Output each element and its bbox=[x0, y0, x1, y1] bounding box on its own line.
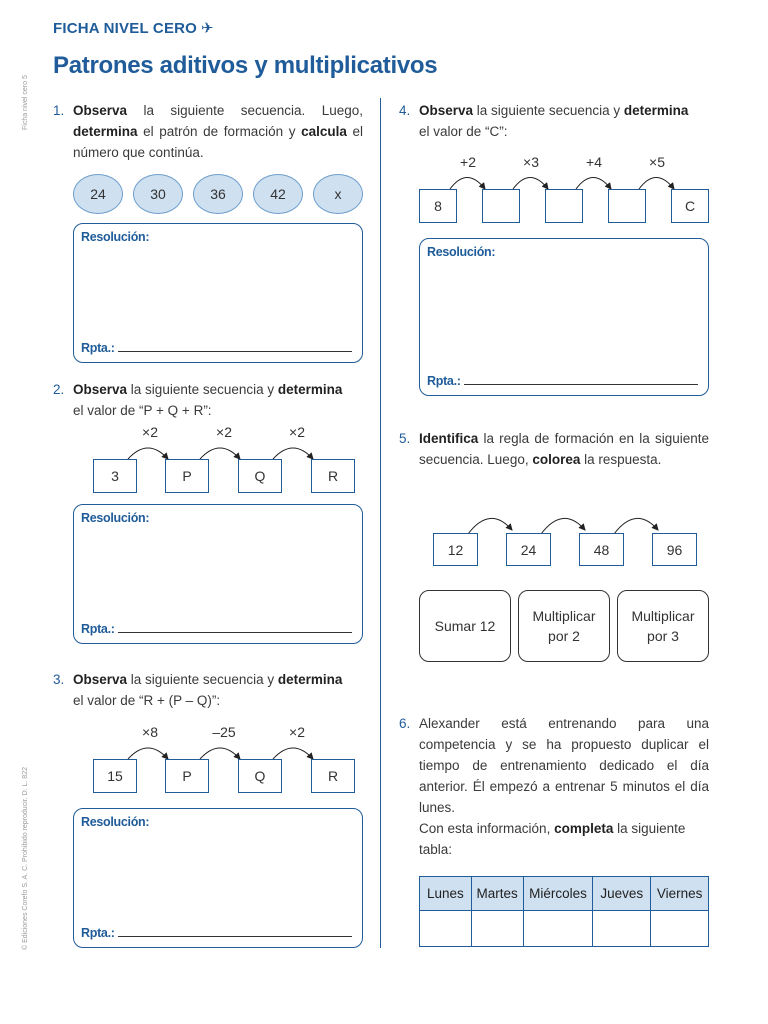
answer-line[interactable] bbox=[118, 351, 352, 352]
table-cell-input[interactable] bbox=[523, 911, 593, 947]
resolution-box-q1[interactable]: Resolución: Rpta.: bbox=[73, 223, 363, 363]
table-header: Jueves bbox=[593, 877, 651, 911]
side-caption-top: Ficha nivel cero 5 bbox=[22, 75, 29, 130]
question-5: 5. Identifica la regla de formación en la siguiente secuencia. Luego, colorea la respuesta. bbox=[399, 431, 709, 467]
resolution-box-q4[interactable]: Resolución: Rpta.: bbox=[419, 238, 709, 396]
table-header: Lunes bbox=[420, 877, 472, 911]
q4-arrow-4 bbox=[639, 178, 674, 190]
side-copyright: © Ediciones Corefo S. A. C. Prohibido reproducir. D. L. 822 bbox=[22, 767, 29, 950]
operation-label: ×8 bbox=[142, 724, 158, 740]
operation-label: +4 bbox=[586, 154, 602, 170]
sequence-blank-box[interactable] bbox=[545, 189, 583, 223]
sequence-blank-box[interactable] bbox=[482, 189, 520, 223]
sequence-box: Q bbox=[238, 459, 282, 493]
sequence-box: 24 bbox=[506, 533, 551, 566]
q5-arrow-1 bbox=[468, 518, 512, 534]
q2-arrow-2 bbox=[200, 448, 240, 459]
table-cell-input[interactable] bbox=[593, 911, 651, 947]
sequence-box: 15 bbox=[93, 759, 137, 793]
option-multiply-by-2[interactable]: Multiplicar por 2 bbox=[518, 590, 610, 662]
table-cell-input[interactable] bbox=[651, 911, 709, 947]
sequence-box: R bbox=[311, 459, 355, 493]
answer-line[interactable] bbox=[118, 936, 352, 937]
q5-arrow-2 bbox=[541, 518, 585, 534]
sequence-blank-box[interactable] bbox=[608, 189, 646, 223]
operation-label: ×2 bbox=[216, 424, 232, 440]
sequence-box: 96 bbox=[652, 533, 697, 566]
operation-label: ×2 bbox=[289, 724, 305, 740]
sequence-box: 48 bbox=[579, 533, 624, 566]
operation-label: –25 bbox=[212, 724, 236, 740]
resolution-box-q3[interactable]: Resolución: Rpta.: bbox=[73, 808, 363, 948]
q5-arrow-3 bbox=[614, 518, 658, 534]
option-add-12[interactable]: Sumar 12 bbox=[419, 590, 511, 662]
question-6-instruction: Con esta información, completa la siguiente tabla: bbox=[419, 821, 686, 857]
question-1: 1. Observa la siguiente secuencia. Luego, determina el patrón de formación y calcula el número que continúa. bbox=[53, 103, 363, 160]
question-3: 3. Observa la siguiente secuencia y determina el valor de “R + (P – Q)”: bbox=[53, 672, 343, 708]
training-table bbox=[419, 876, 709, 947]
q4-arrow-2 bbox=[513, 178, 548, 190]
table-header: Viernes bbox=[651, 877, 709, 911]
sequence-term: 24 bbox=[73, 174, 123, 214]
page-title: Patrones aditivos y multiplicativos bbox=[53, 52, 438, 79]
resolution-box-q2[interactable]: Resolución: Rpta.: bbox=[73, 504, 363, 644]
table-cell-input[interactable] bbox=[420, 911, 472, 947]
question-6: 6. Alexander está entrenando para una competencia y se ha propuesto duplicar el tiempo de entrenamiento dedicado el día anterior. Él empezó a entrenar 5 minutos el día lunes. bbox=[399, 716, 709, 815]
q2-arrow-3 bbox=[273, 448, 313, 459]
sequence-box: 12 bbox=[433, 533, 478, 566]
sequence-box: C bbox=[671, 189, 709, 223]
sequence-unknown-term: x bbox=[313, 174, 363, 214]
sequence-term: 42 bbox=[253, 174, 303, 214]
q3-arrow-1 bbox=[128, 748, 168, 759]
question-2: 2. Observa la siguiente secuencia y determina el valor de “P + Q + R”: bbox=[53, 382, 343, 418]
q4-arrow-1 bbox=[450, 178, 485, 190]
operation-label: ×2 bbox=[142, 424, 158, 440]
operation-label: +2 bbox=[460, 154, 476, 170]
sequence-box: R bbox=[311, 759, 355, 793]
q4-arrow-3 bbox=[576, 178, 611, 190]
sequence-box: 8 bbox=[419, 189, 457, 223]
sequence-box: Q bbox=[238, 759, 282, 793]
sequence-box: P bbox=[165, 759, 209, 793]
table-header: Miércoles bbox=[523, 877, 593, 911]
sequence-term: 30 bbox=[133, 174, 183, 214]
operation-label: ×5 bbox=[649, 154, 665, 170]
column-divider bbox=[380, 98, 381, 948]
q3-arrow-2 bbox=[200, 748, 240, 759]
table-header: Martes bbox=[471, 877, 523, 911]
question-4: 4. Observa la siguiente secuencia y determina el valor de “C”: bbox=[399, 103, 689, 139]
table-cell-input[interactable] bbox=[471, 911, 523, 947]
answer-line[interactable] bbox=[118, 632, 352, 633]
sequence-box: 3 bbox=[93, 459, 137, 493]
sequence-term: 36 bbox=[193, 174, 243, 214]
q2-arrow-1 bbox=[128, 448, 168, 459]
answer-line[interactable] bbox=[464, 384, 698, 385]
worksheet-label: FICHA NIVEL CERO ✈ bbox=[53, 20, 214, 37]
paper-plane-icon: ✈ bbox=[201, 20, 214, 37]
sequence-box: P bbox=[165, 459, 209, 493]
operation-label: ×2 bbox=[289, 424, 305, 440]
operation-label: ×3 bbox=[523, 154, 539, 170]
q3-arrow-3 bbox=[273, 748, 313, 759]
option-multiply-by-3[interactable]: Multiplicar por 3 bbox=[617, 590, 709, 662]
